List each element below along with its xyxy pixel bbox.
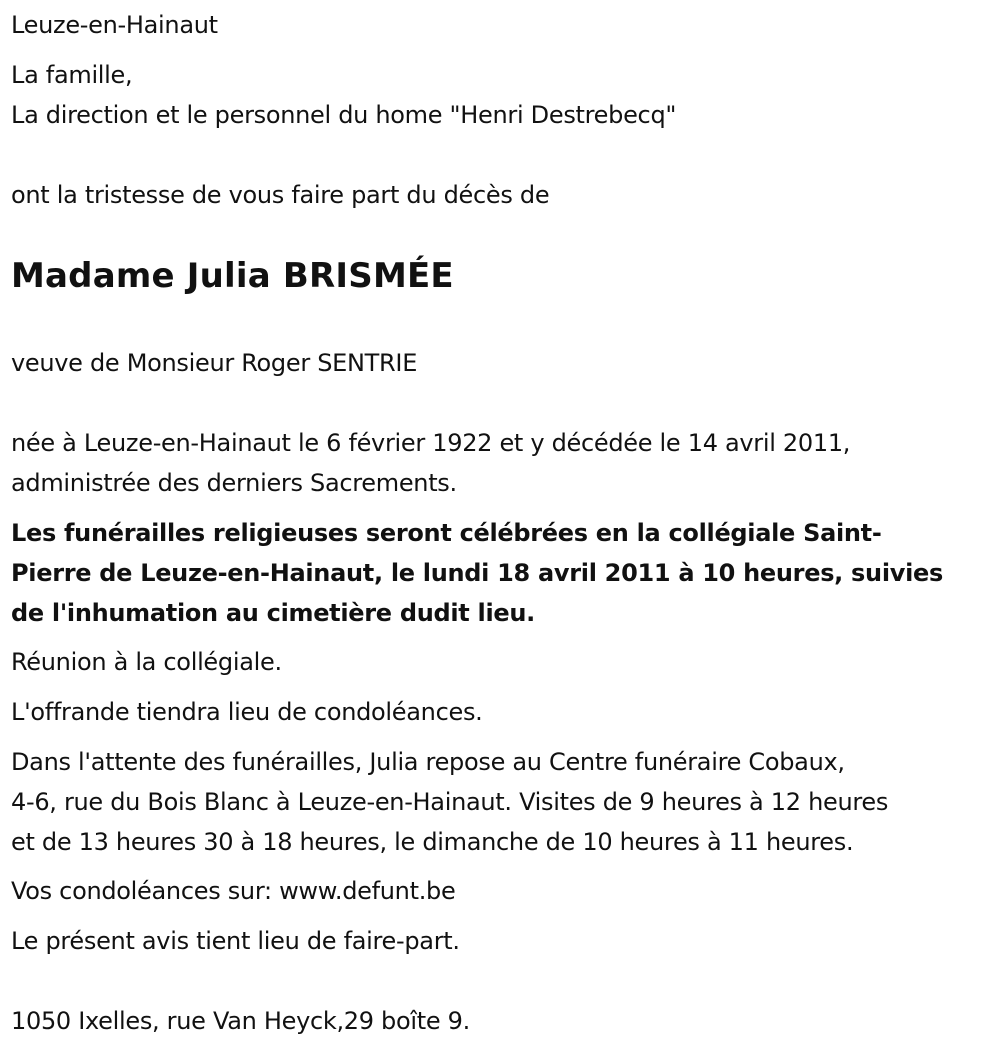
rest-line-1: Dans l'attente des funérailles, Julia repose au Centre funéraire Cobaux, xyxy=(11,748,845,776)
condolences-line: Vos condoléances sur: www.defunt.be xyxy=(11,877,456,905)
notice-family-line: La famille, xyxy=(11,61,133,89)
funeral-line-1: Les funérailles religieuses seront célébrées en la collégiale Saint- xyxy=(11,519,882,547)
notice-announcement: ont la tristesse de vous faire part du décès de xyxy=(11,181,550,209)
address-line: 1050 Ixelles, rue Van Heyck,29 boîte 9. xyxy=(11,1007,470,1035)
meeting-line: Réunion à la collégiale. xyxy=(11,648,282,676)
birth-death-line-2: administrée des derniers Sacrements. xyxy=(11,469,457,497)
notice-direction-line: La direction et le personnel du home "Henri Destrebecq" xyxy=(11,101,677,129)
rest-line-3: et de 13 heures 30 à 18 heures, le dimanche de 10 heures à 11 heures. xyxy=(11,828,854,856)
deceased-name: Madame Julia BRISMÉE xyxy=(11,256,454,296)
rest-line-2: 4-6, rue du Bois Blanc à Leuze-en-Hainaut. Visites de 9 heures à 12 heures xyxy=(11,788,889,816)
funeral-line-3: de l'inhumation au cimetière dudit lieu. xyxy=(11,599,535,627)
spouse-line: veuve de Monsieur Roger SENTRIE xyxy=(11,349,418,377)
notice-location: Leuze-en-Hainaut xyxy=(11,11,218,39)
offering-line: L'offrande tiendra lieu de condoléances. xyxy=(11,698,483,726)
funeral-line-2: Pierre de Leuze-en-Hainaut, le lundi 18 avril 2011 à 10 heures, suivies xyxy=(11,559,943,587)
birth-death-line-1: née à Leuze-en-Hainaut le 6 février 1922 et y décédée le 14 avril 2011, xyxy=(11,429,851,457)
notice-note: Le présent avis tient lieu de faire-part. xyxy=(11,927,460,955)
